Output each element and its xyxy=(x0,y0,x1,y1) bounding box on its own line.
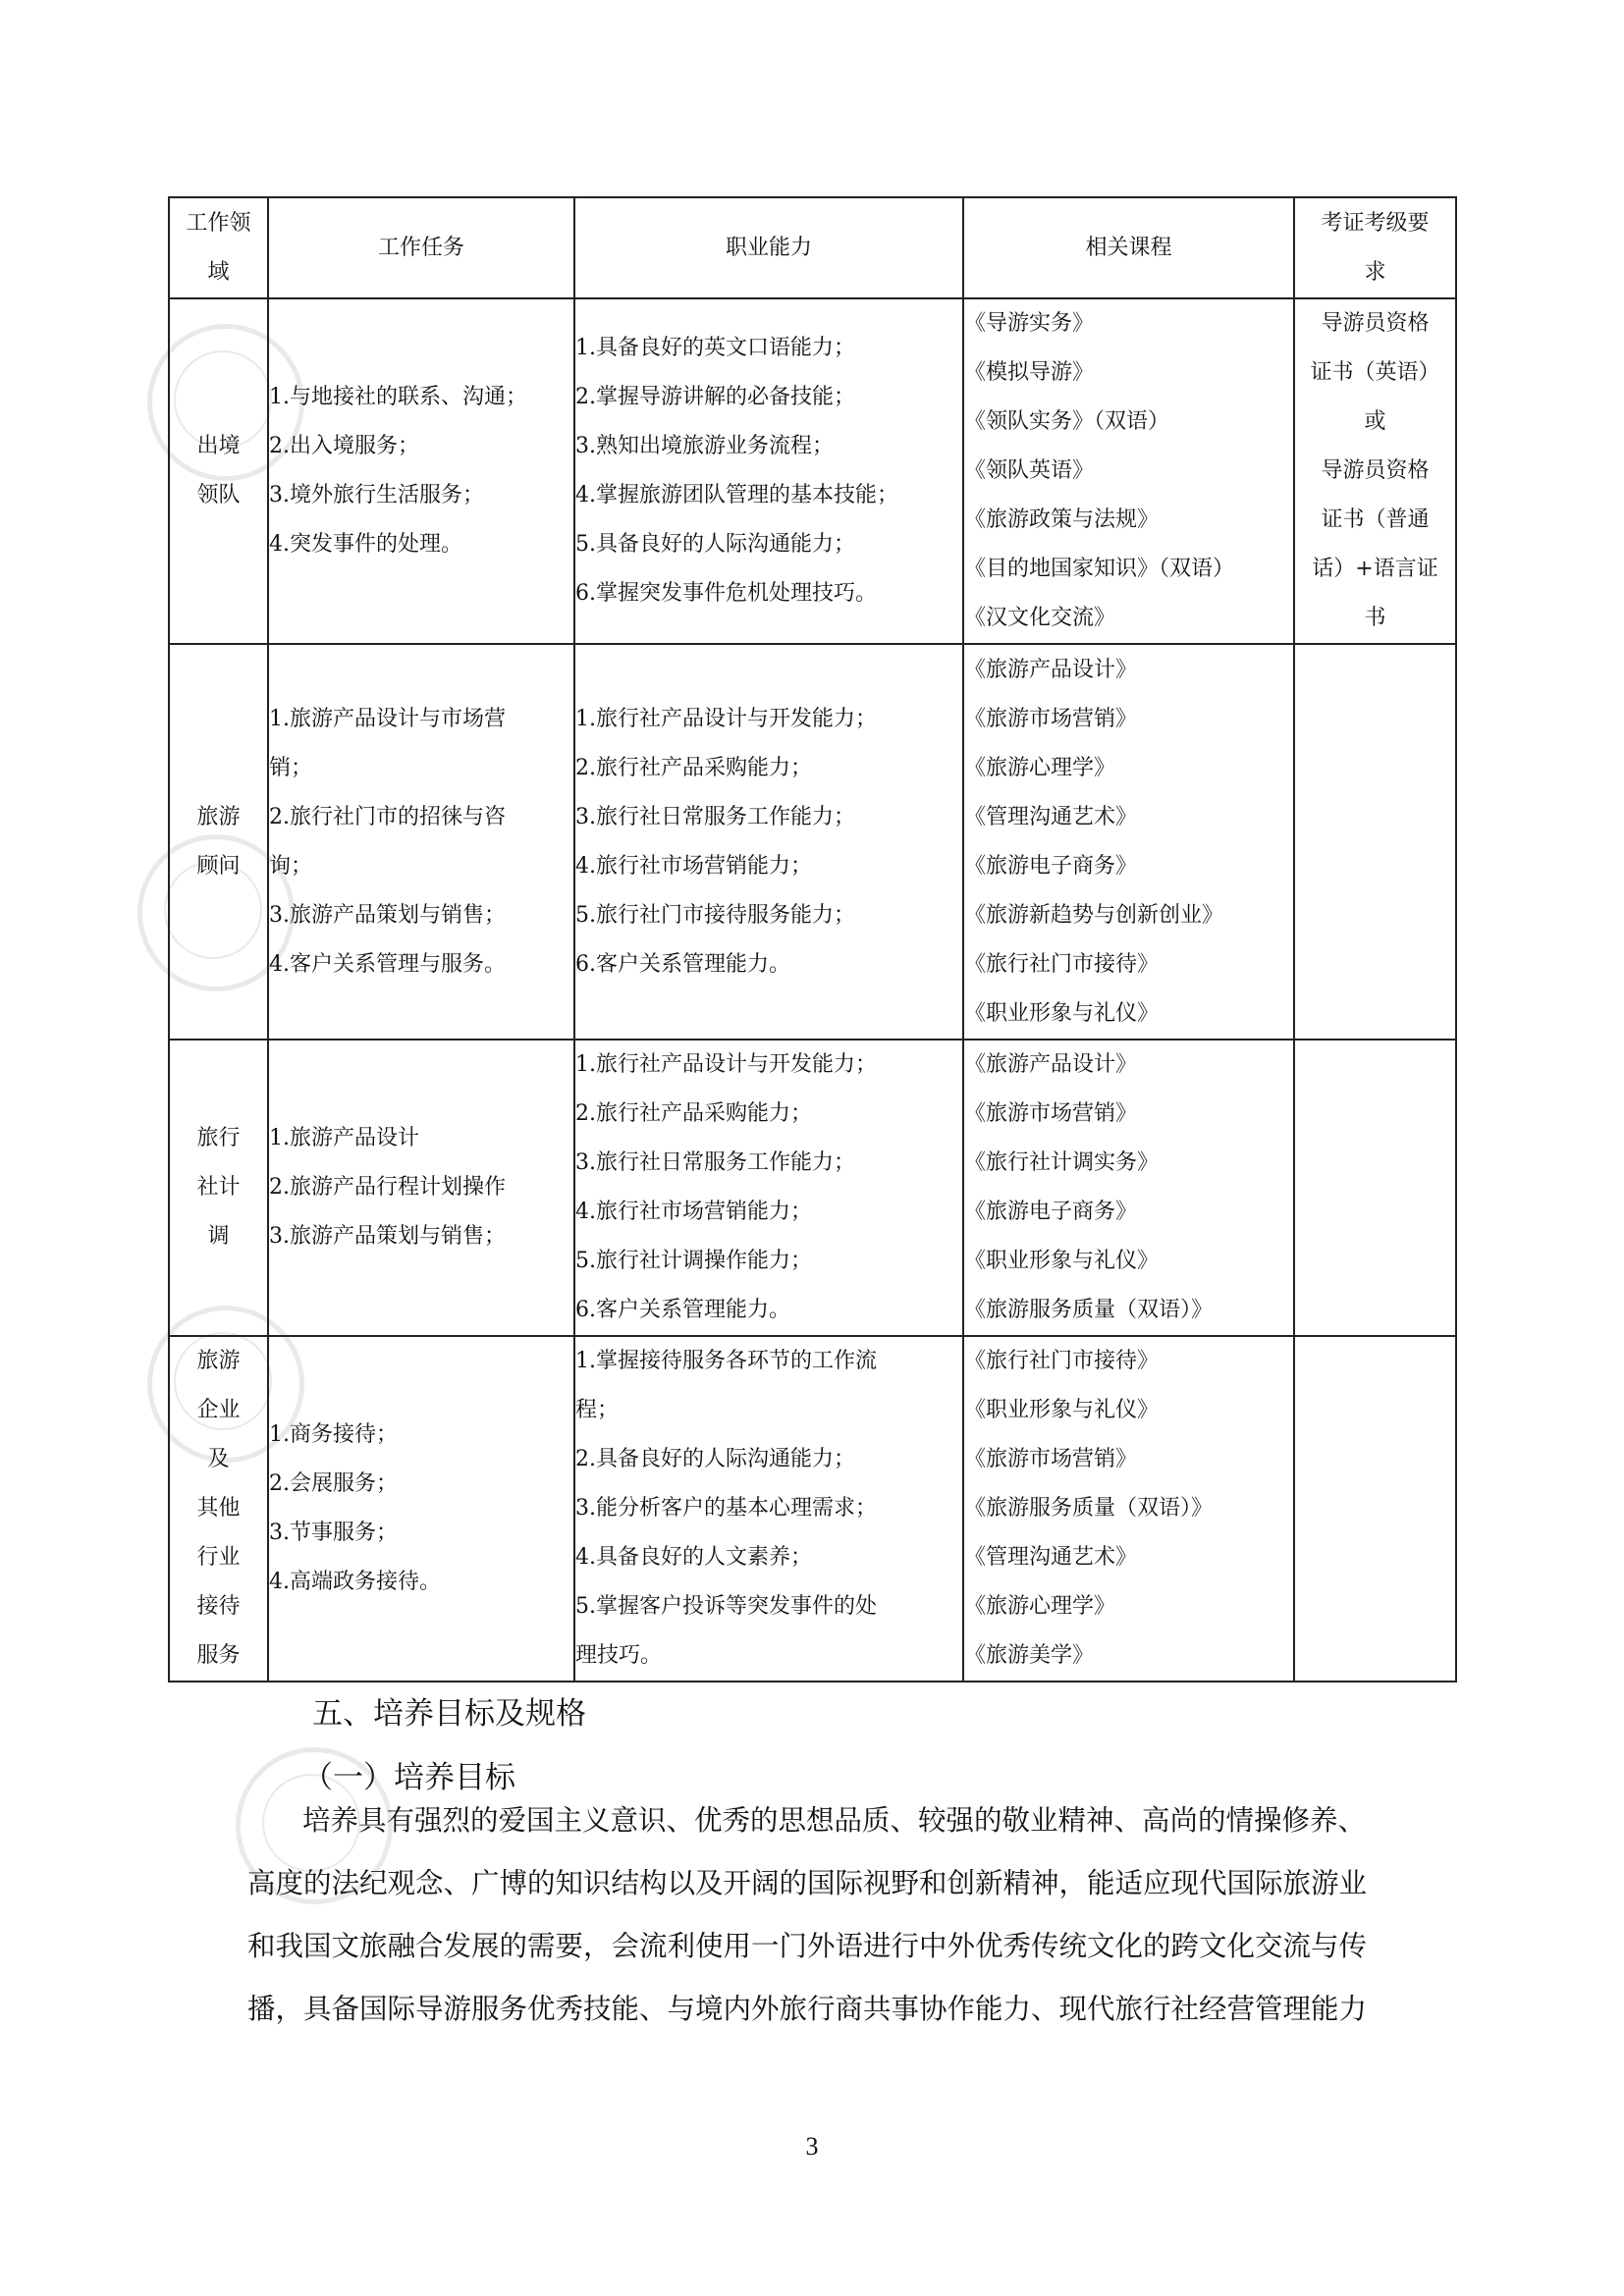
certification-cell xyxy=(1294,644,1456,1040)
paragraph-line: 培养具有强烈的爱国主义意识、优秀的思想品质、较强的敬业精神、高尚的情操修养、 xyxy=(302,1804,1367,1837)
subsection-heading: （一）培养目标 xyxy=(302,1760,515,1795)
table-row xyxy=(169,1040,1456,1336)
header-tasks: 工作任务 xyxy=(268,197,574,298)
domain-cell: 旅行 社计 调 xyxy=(169,1040,268,1336)
page-number: 3 xyxy=(805,2132,819,2161)
domain-cell: 旅游 企业 及 其他 行业 接待 服务 xyxy=(169,1336,268,1682)
tasks-cell: 1.商务接待； 2.会展服务； 3.节事服务； 4.高端政务接待。 xyxy=(268,1336,574,1682)
domain-cell: 出境 领队 xyxy=(169,298,268,644)
certification-cell: 导游员资格 证书（英语） 或 导游员资格 证书（普通 话）+语言证 书 xyxy=(1294,298,1456,644)
header-domain: 工作领域 xyxy=(169,197,268,298)
paragraph-line: 和我国文旅融合发展的需要，会流利使用一门外语进行中外优秀传统文化的跨文化交流与传 xyxy=(247,1930,1368,1962)
table-row xyxy=(169,1336,1456,1682)
abilities-cell: 1.具备良好的英文口语能力； 2.掌握导游讲解的必备技能； 3.熟知出境旅游业务流程； 4.掌握旅游团队管理的基本技能； 5.具备良好的人际沟通能力； 6.掌握突发事件危机处理技巧。 xyxy=(574,298,963,644)
certification-cell xyxy=(1294,1336,1456,1682)
header-abilities: 职业能力 xyxy=(574,197,963,298)
paragraph-line: 播，具备国际导游服务优秀技能、与境内外旅行商共事协作能力、现代旅行社经营管理能力 xyxy=(247,1993,1368,2025)
table-row xyxy=(169,644,1456,1040)
table-row xyxy=(169,298,1456,644)
abilities-cell: 1.旅行社产品设计与开发能力； 2.旅行社产品采购能力； 3.旅行社日常服务工作能力； 4.旅行社市场营销能力； 5.旅行社计调操作能力； 6.客户关系管理能力。 xyxy=(574,1040,963,1336)
domain-cell: 旅游 顾问 xyxy=(169,644,268,1040)
tasks-cell: 1.与地接社的联系、沟通； 2.出入境服务； 3.境外旅行生活服务； 4.突发事件的处理。 xyxy=(268,298,574,644)
abilities-cell: 1.旅行社产品设计与开发能力； 2.旅行社产品采购能力； 3.旅行社日常服务工作能力； 4.旅行社市场营销能力； 5.旅行社门市接待服务能力； 6.客户关系管理能力。 xyxy=(574,644,963,1040)
courses-cell: 《旅行社门市接待》 《职业形象与礼仪》 《旅游市场营销》 《旅游服务质量（双语）》 《管理沟通艺术》 《旅游心理学》 《旅游美学》 xyxy=(963,1336,1294,1682)
header-courses: 相关课程 xyxy=(963,197,1294,298)
table-header-row xyxy=(169,197,1456,298)
tasks-cell: 1.旅游产品设计 2.旅游产品行程计划操作 3.旅游产品策划与销售； xyxy=(268,1040,574,1336)
courses-cell: 《旅游产品设计》 《旅游市场营销》 《旅游心理学》 《管理沟通艺术》 《旅游电子商务》 《旅游新趋势与创新创业》 《旅行社门市接待》 《职业形象与礼仪》 xyxy=(963,644,1294,1040)
courses-cell: 《导游实务》 《模拟导游》 《领队实务》（双语） 《领队英语》 《旅游政策与法规》 《目的地国家知识》（双语） 《汉文化交流》 xyxy=(963,298,1294,644)
section-heading: 五、培养目标及规格 xyxy=(312,1696,586,1732)
abilities-cell: 1.掌握接待服务各环节的工作流 程； 2.具备良好的人际沟通能力； 3.能分析客户的基本心理需求； 4.具备良好的人文素养； 5.掌握客户投诉等突发事件的处 理技巧。 xyxy=(574,1336,963,1682)
tasks-cell: 1.旅游产品设计与市场营 销； 2.旅行社门市的招徕与咨 询； 3.旅游产品策划与销售； 4.客户关系管理与服务。 xyxy=(268,644,574,1040)
paragraph-line: 高度的法纪观念、广博的知识结构以及开阔的国际视野和创新精神，能适应现代国际旅游业 xyxy=(247,1867,1368,1899)
certification-cell xyxy=(1294,1040,1456,1336)
courses-cell: 《旅游产品设计》 《旅游市场营销》 《旅行社计调实务》 《旅游电子商务》 《职业形象与礼仪》 《旅游服务质量（双语）》 xyxy=(963,1040,1294,1336)
job-duty-table xyxy=(168,196,1457,1682)
header-certification: 考证考级要求 xyxy=(1294,197,1456,298)
